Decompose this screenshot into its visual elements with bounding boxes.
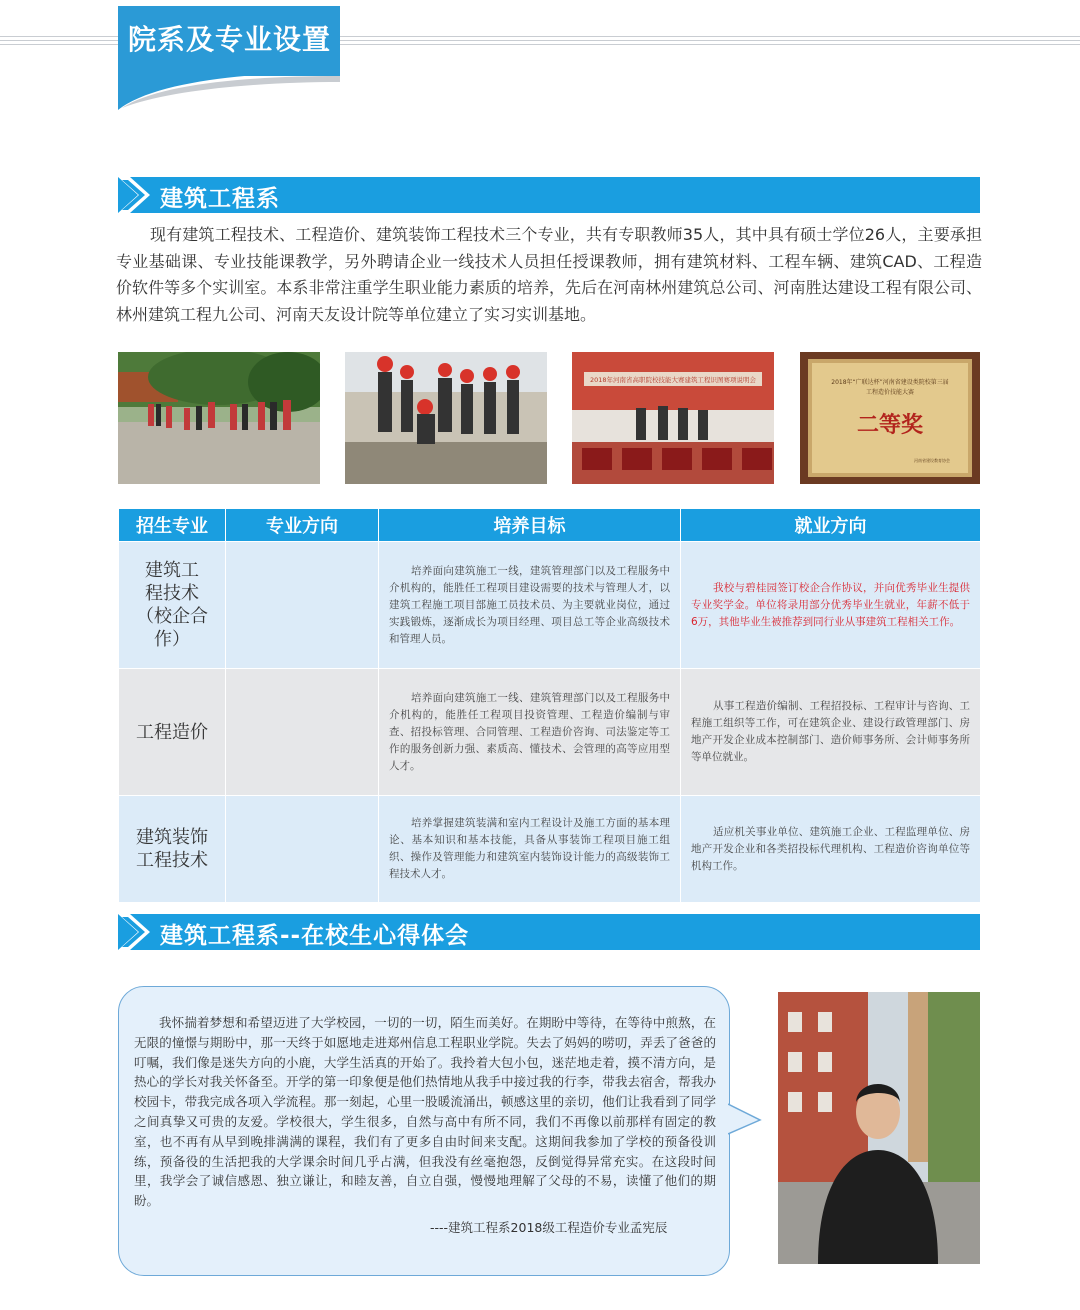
- major-name: [119, 669, 226, 796]
- major-name-line: 建筑装饰: [136, 827, 208, 848]
- section-title: 建筑工程系--在校生心得体会: [160, 923, 470, 949]
- major-name-line: 建筑工: [145, 560, 199, 581]
- award-footer: 河南省建设教育协会: [914, 458, 950, 463]
- major-goal: 培养掌握建筑装满和室内工程设计及施工方面的基本理论、基本知识和基本技能，具备从事装饰工程项目施工组织、操作及管理能力和建筑室内装饰设计能力的高级装饰工程技术人才。: [379, 796, 681, 903]
- table-header-row: [119, 509, 981, 542]
- major-employment: 从事工程造价编制、工程招投标、工程审计与咨询、工程施工组织等工作，可在建筑企业、建设行政管理部门、房地产开发企业成本控制部门、造价师事务所、会计师事务所等单位就业。: [681, 669, 981, 796]
- table-row: [119, 669, 981, 796]
- photo-campus-line: [118, 352, 320, 484]
- major-name: [119, 542, 226, 669]
- testimonial-text: 我怀揣着梦想和希望迈进了大学校园，一切的一切，陌生而美好。在期盼中等待，在等待中煎熬，在无限的憧憬与期盼中，那一天终于如愿地走进郑州信息工程职业学院。失去了妈妈的唠叨，弄丢了爸爸的叮嘱，我们像是迷失方向的小鹿，大学生活真的开始了。我拎着大包小包，迷茫地走着，摸不清方向，是热心的学长对我关怀备至。开学的第一印象便是他们热情地从我手中接过我的行李，带我去宿舍，帮我办校园卡，带我完成各项入学流程。那一刻起，心里一股暖流涌出，顿感这里的亲切，他们让我看到了同学之间真挚又可贵的友爱。学校很大，学生很多，自然与高中有所不同，我们不再像以前那样有固定的教室，也不再有从早到晚排满满的课程，我们有了更多自由时间来支配。这期间我参加了学校的预备役训练，预备役的生活把我的大学课余时间几乎占满，但我没有丝毫抱怨，反倒觉得异常充实。在这段时间里，我学会了诚信感恩、独立谦让，和睦友善，自立自强，慢慢地理解了父母的不易，读懂了他们的期盼。: [134, 1015, 716, 1209]
- student-photo: [778, 992, 980, 1264]
- photo-conference-hall: [572, 352, 774, 484]
- major-name-line: 工程造价: [136, 721, 208, 743]
- testimonial-signature: ----建筑工程系2018级工程造价专业孟宪辰: [430, 1220, 668, 1235]
- award-header-line2: 工程造价技能大赛: [865, 389, 915, 396]
- major-name: [119, 796, 226, 903]
- major-direction: [226, 796, 379, 903]
- major-name-line: （校企合作）: [136, 606, 208, 650]
- major-goal: 培养面向建筑施工一线、建筑管理部门以及工程服务中介机构的，能胜任工程项目投资管理、工程造价编制与审查、招投标管理、合同管理、工程造价咨询、司法鉴定等工作的服务创新力强、素质高、懂技术、会管理的高等应用型人才。: [379, 669, 681, 796]
- department-intro: 现有建筑工程技术、工程造价、建筑装饰工程技术三个专业，共有专职教师35人，其中具有硕士学位26人，主要承担专业基础课、专业技能课教学，另外聘请企业一线技术人员担任授课教师，拥有建筑材料、工程车辆、建筑CAD、工程造价软件等多个实训室。本系非常注重学生职业能力素质的培养，先后在河南林州建筑总公司、河南胜达建设工程有限公司、林州建筑工程九公司、河南天友设计院等单位建立了实习实训基地。: [116, 225, 982, 324]
- award-header-line1: 2018年“广联达杯”河南省建设类院校第三届: [831, 379, 949, 386]
- header-direction: 专业方向: [226, 509, 379, 542]
- major-employment: 我校与碧桂园签订校企合作协议，并向优秀毕业生提供专业奖学金。单位将录用部分优秀毕业生就业，年薪不低于6万，其他毕业生被推荐到同行业从事建筑工程相关工作。: [681, 542, 981, 669]
- banner-text: 2018年河南省高职院校技能大赛建筑工程识图赛项说明会: [589, 376, 757, 384]
- speech-bubble-tail: [728, 1100, 762, 1140]
- section-bar-department: [118, 177, 980, 213]
- page-title: 院系及专业设置: [128, 23, 332, 56]
- photo-award-plaque: [800, 352, 980, 484]
- header-swoosh-decoration: [118, 58, 348, 110]
- section-bar-testimonial: [118, 914, 980, 950]
- award-prize: 二等奖: [856, 412, 924, 438]
- major-name-line: 程技术: [145, 583, 199, 604]
- header-major: 招生专业: [119, 509, 226, 542]
- section-title: 建筑工程系: [160, 186, 280, 212]
- chevron-right-icon: [118, 177, 158, 213]
- header-employment: 就业方向: [681, 509, 981, 542]
- major-direction: [226, 669, 379, 796]
- chevron-right-icon: [118, 914, 158, 950]
- table-row: [119, 796, 981, 903]
- majors-table: [118, 508, 981, 903]
- photo-training-helmets: [345, 352, 547, 484]
- table-row: [119, 542, 981, 669]
- major-goal: 培养面向建筑施工一线，建筑管理部门以及工程服务中介机构的，能胜任工程项目建设需要的技术与管理人才，以建筑工程施工项目部施工员技术员、为主要就业岗位，通过实践锻炼，逐渐成长为项目经理、项目总工等企业高级技术和管理人员。: [379, 542, 681, 669]
- major-direction: [226, 542, 379, 669]
- header-goal: 培养目标: [379, 509, 681, 542]
- major-name-line: 工程技术: [136, 850, 208, 871]
- major-employment: 适应机关事业单位、建筑施工企业、工程监理单位、房地产开发企业和各类招投标代理机构、工程造价咨询单位等机构工作。: [681, 796, 981, 903]
